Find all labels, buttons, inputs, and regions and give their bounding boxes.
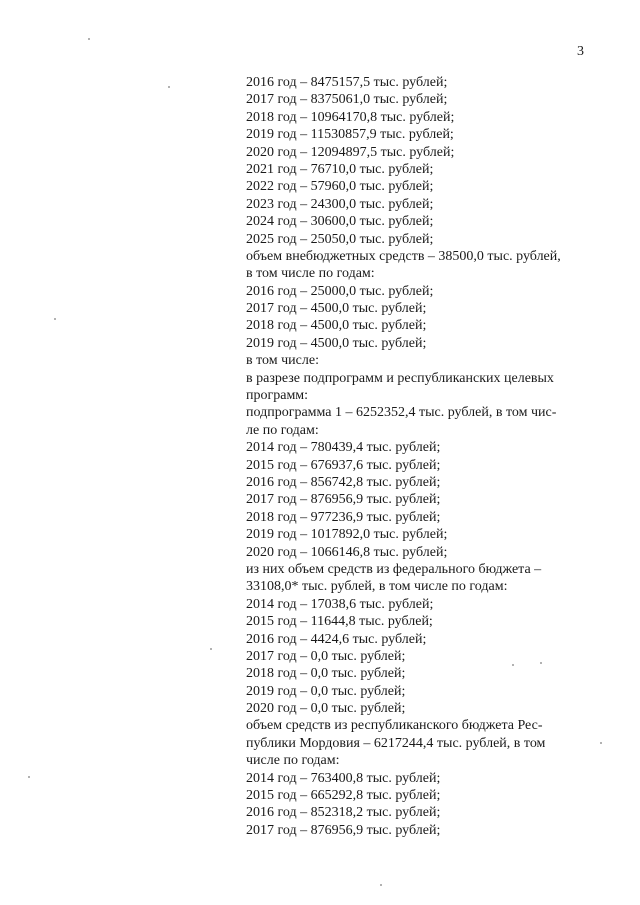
text-line: 2018 год – 977236,9 тыс. рублей;	[246, 509, 441, 525]
text-line: 2020 год – 0,0 тыс. рублей;	[246, 701, 406, 717]
scan-speck	[88, 38, 90, 40]
text-line: в том числе:	[246, 353, 319, 369]
text-line: 2019 год – 4500,0 тыс. рублей;	[246, 335, 427, 351]
scan-speck	[540, 662, 542, 664]
text-line: 2019 год – 0,0 тыс. рублей;	[246, 683, 406, 699]
text-line: 2018 год – 4500,0 тыс. рублей;	[246, 318, 427, 334]
text-line: 2015 год – 11644,8 тыс. рублей;	[246, 614, 433, 630]
text-line: 2015 год – 676937,6 тыс. рублей;	[246, 457, 441, 473]
text-line: 2014 год – 763400,8 тыс. рублей;	[246, 770, 441, 786]
text-line: числе по годам:	[246, 753, 340, 769]
text-line: 2017 год – 4500,0 тыс. рублей;	[246, 301, 427, 317]
text-line: 2016 год – 856742,8 тыс. рублей;	[246, 474, 441, 490]
text-line: 2018 год – 10964170,8 тыс. рублей;	[246, 109, 455, 125]
text-line: 2018 год – 0,0 тыс. рублей;	[246, 666, 406, 682]
text-line: 2014 год – 780439,4 тыс. рублей;	[246, 440, 441, 456]
text-line: 2020 год – 1066146,8 тыс. рублей;	[246, 544, 448, 560]
text-line: 33108,0* тыс. рублей, в том числе по годам:	[246, 579, 508, 595]
scan-speck	[512, 664, 514, 666]
text-line: в разрезе подпрограмм и республиканских целевых	[246, 370, 554, 386]
text-line: 2016 год – 25000,0 тыс. рублей;	[246, 283, 434, 299]
text-line: 2017 год – 876956,9 тыс. рублей;	[246, 822, 441, 838]
text-line: ле по годам:	[246, 422, 319, 438]
text-line: публики Мордовия – 6217244,4 тыс. рублей, в том	[246, 735, 546, 751]
text-line: 2023 год – 24300,0 тыс. рублей;	[246, 196, 434, 212]
text-line: в том числе по годам:	[246, 266, 375, 282]
text-line: 2016 год – 8475157,5 тыс. рублей;	[246, 75, 448, 90]
text-line: 2020 год – 12094897,5 тыс. рублей;	[246, 144, 455, 160]
funding-text-block	[246, 74, 606, 839]
text-line: 2016 год – 4424,6 тыс. рублей;	[246, 631, 427, 647]
text-line: объем средств из республиканского бюджета Рес-	[246, 718, 543, 734]
text-line: 2024 год – 30600,0 тыс. рублей;	[246, 214, 434, 230]
text-line: 2015 год – 665292,8 тыс. рублей;	[246, 788, 441, 804]
text-line: подпрограмма 1 – 6252352,4 тыс. рублей, в том чис-	[246, 405, 557, 421]
text-line: 2019 год – 1017892,0 тыс. рублей;	[246, 527, 448, 543]
text-line: 2014 год – 17038,6 тыс. рублей;	[246, 596, 434, 612]
text-line: 2017 год – 8375061,0 тыс. рублей;	[246, 92, 448, 108]
text-line: 2016 год – 852318,2 тыс. рублей;	[246, 805, 441, 821]
scan-speck	[168, 86, 170, 88]
text-line: 2022 год – 57960,0 тыс. рублей;	[246, 179, 434, 195]
scan-speck	[28, 776, 30, 778]
scan-speck	[380, 884, 382, 886]
text-line: 2021 год – 76710,0 тыс. рублей;	[246, 161, 434, 177]
scan-speck	[210, 648, 212, 650]
text-line: объем внебюджетных средств – 38500,0 тыс. рублей,	[246, 248, 561, 264]
scan-speck	[54, 318, 56, 320]
text-line: 2017 год – 0,0 тыс. рублей;	[246, 648, 406, 664]
text-line: 2025 год – 25050,0 тыс. рублей;	[246, 231, 434, 247]
text-line: 2017 год – 876956,9 тыс. рублей;	[246, 492, 441, 508]
text-line: из них объем средств из федерального бюджета –	[246, 561, 542, 577]
page-number: 3	[577, 44, 584, 59]
text-line: программ:	[246, 388, 309, 404]
text-line: 2019 год – 11530857,9 тыс. рублей;	[246, 127, 454, 143]
scan-speck	[600, 742, 602, 744]
